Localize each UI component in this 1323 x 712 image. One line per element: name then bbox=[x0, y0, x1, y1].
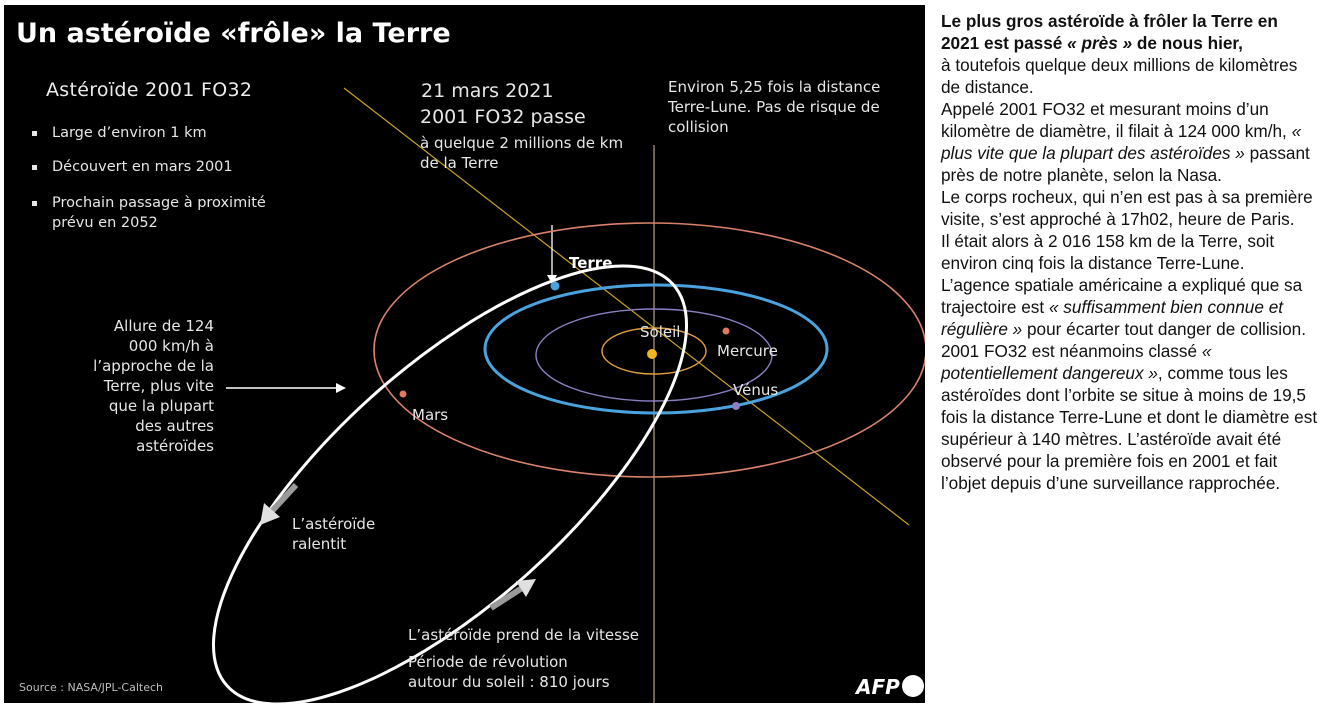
article-paragraph: L’agence spatiale américaine a expliqué que sa trajectoire est « suffisamment bien connue et régulière » pour écarter tout danger de collision. bbox=[941, 275, 1306, 339]
speeds-up-arrow-icon bbox=[491, 579, 536, 608]
afp-logo: AFP bbox=[856, 675, 900, 699]
afp-logo-dot-icon bbox=[902, 675, 924, 697]
article-paragraph: Le corps rocheux, qui n’en est pas à sa première visite, s’est approché à 17h02, heure de Paris. bbox=[941, 187, 1313, 229]
earth-dot bbox=[551, 282, 560, 291]
period-note: Période de révolution autour du soleil : 810 jours bbox=[408, 653, 610, 691]
article-paragraph: à toutefois quelque deux millions de kilomètres de distance. bbox=[941, 55, 1298, 97]
bullet-next-pass: Prochain passage à proximité prévu en 2052 bbox=[32, 193, 266, 233]
asteroid-name: Astéroïde 2001 FO32 bbox=[46, 79, 253, 101]
label-venus: Vénus bbox=[733, 381, 779, 399]
slows-down-arrow-icon bbox=[260, 485, 296, 525]
label-mercure: Mercure bbox=[717, 342, 778, 360]
venus-dot bbox=[732, 402, 740, 410]
source-credit: Source : NASA/JPL-Caltech bbox=[19, 681, 164, 694]
distance-note: Environ 5,25 fois la distance Terre-Lune. Pas de risque de collision bbox=[668, 78, 881, 136]
article-paragraph: Appelé 2001 FO32 et mesurant moins d’un kilomètre de diamètre, il filait à 124 000 km/h, « plus vite que la plupart des astéroïdes » passant près de notre planète, selon la Nasa. bbox=[941, 99, 1310, 185]
speeds-up-note: L’astéroïde prend de la vitesse bbox=[408, 626, 639, 644]
speed-note: Allure de 124 000 km/h à l’approche de la Terre, plus vite que la plupart des autres astéroïdes bbox=[93, 317, 214, 455]
label-mars: Mars bbox=[412, 406, 449, 424]
bullet-discovered: Découvert en mars 2001 bbox=[32, 157, 233, 177]
article-text bbox=[941, 10, 1319, 494]
sun-dot bbox=[647, 349, 657, 359]
label-terre: Terre bbox=[569, 254, 613, 272]
flyby-distance-line: à quelque 2 millions de km bbox=[420, 134, 624, 152]
slows-note: L’astéroïde ralentit bbox=[292, 515, 376, 553]
flyby-earth-line: de la Terre bbox=[420, 154, 499, 172]
speed-pointer-arrow bbox=[336, 383, 346, 393]
article-paragraph: Il était alors à 2 016 158 km de la Terre, soit environ cinq fois la distance Terre-Lune. bbox=[941, 231, 1275, 273]
article-paragraph: 2001 FO32 est néanmoins classé « potentiellement dangereux », comme tous les astéroïdes dont l’orbite se situe à moins de 19,5 fois la distance Terre-Lune et dont le diamètre est supérieur à 140 mètres. L’astéroïde avait été observé pour la première fois en 2001 et fait l’objet depuis d’une surveillance rapprochée. bbox=[941, 341, 1318, 493]
mercury-dot bbox=[723, 328, 730, 335]
infographic bbox=[4, 5, 925, 703]
article-lead: Le plus gros astéroïde à frôler la Terre en 2021 est passé « près » de nous hier, bbox=[941, 11, 1278, 53]
mars-dot bbox=[400, 391, 407, 398]
flyby-asteroid-line: 2001 FO32 passe bbox=[420, 106, 586, 128]
graphic-title: Un astéroïde «frôle» la Terre bbox=[16, 18, 451, 49]
label-soleil: Soleil bbox=[640, 323, 681, 341]
flyby-date: 21 mars 2021 bbox=[421, 80, 554, 102]
bullet-size: Large d’environ 1 km bbox=[32, 123, 207, 143]
